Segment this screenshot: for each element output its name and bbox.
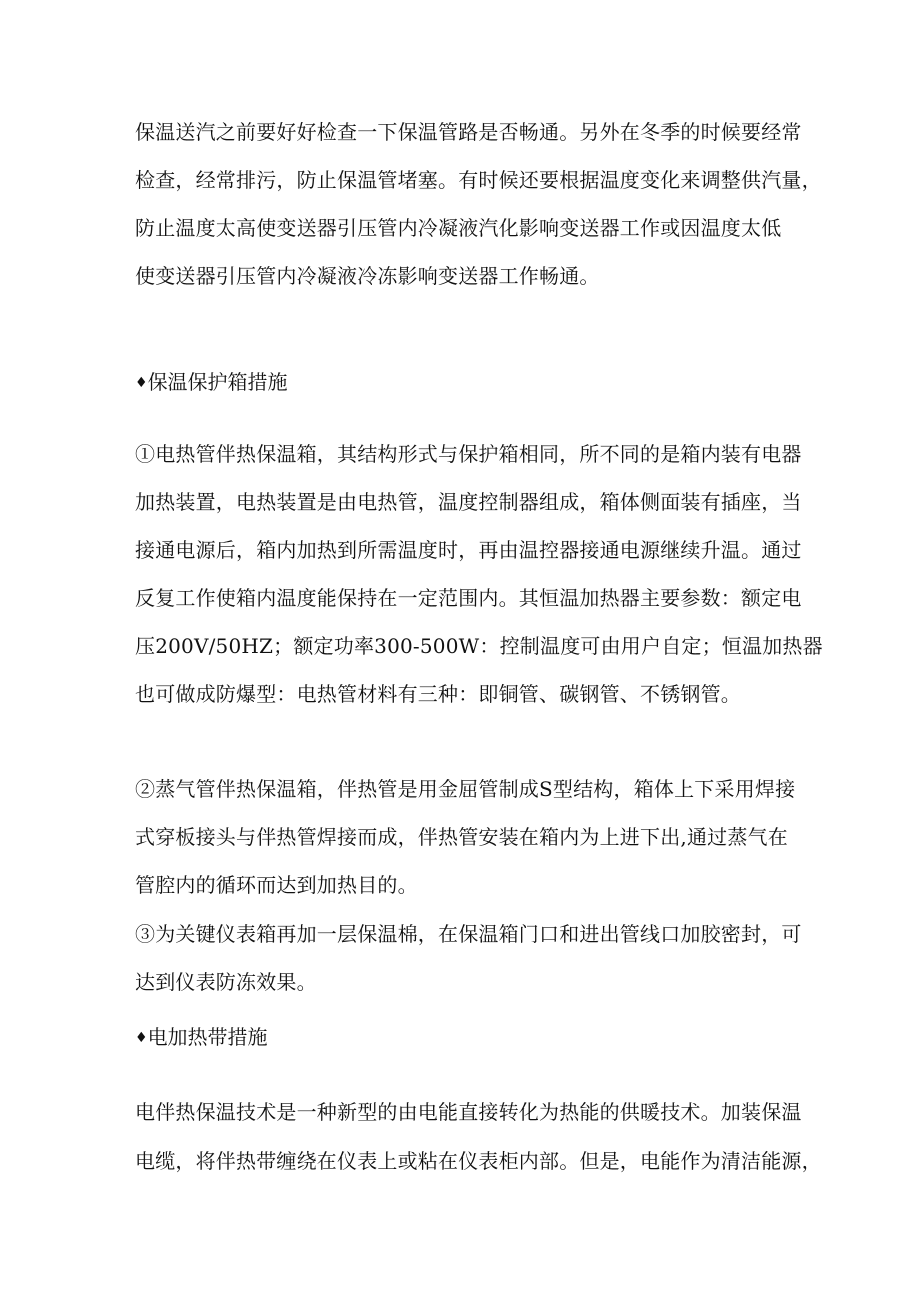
- item1-line-3: 接通电源后，箱内加热到所需温度时，再由温控器接通电源继续升温。通过: [135, 538, 802, 562]
- section-heading-insulation-box: [135, 368, 288, 397]
- item2-line-1: ②蒸气管伴热保温箱，伴热管是用金屈管制成S型结构，箱体上下采用焊接: [135, 777, 796, 801]
- item1-line-6: 也可做成防爆型：电热管材料有三种：即铜管、碳钢管、不锈钢管。: [135, 682, 741, 706]
- item3-line-1: ③为关键仪表箱再加一层保温棉，在保温箱门口和进出管线口加胶密封，可: [135, 922, 802, 946]
- item1-line-5: 压200V/50HZ；额定功率300-500W：控制温度可由用户自定；恒温加热器: [135, 634, 823, 658]
- item2-line-3: 管腔内的循环而达到加热目的。: [135, 873, 418, 897]
- item1-line-4: 反复工作使箱内温度能保持在一定范围内。其恒温加热器主要参数：额定电: [135, 586, 802, 610]
- section-heading-electric-heating: [135, 1023, 268, 1052]
- paragraph1-line-3: 防止温度太高使变送器引压管内冷凝液汽化影响变送器工作或因温度太低: [135, 216, 782, 240]
- diamond-bullet-icon: ♦: [135, 375, 148, 391]
- paragraph2-line-1: 电伴热保温技术是一种新型的由电能直接转化为热能的供暖技术。加装保温: [135, 1100, 802, 1124]
- item2-line-2: 式穿板接头与伴热管焊接而成，伴热管安装在箱内为上进下出,通过蒸气在: [135, 825, 788, 849]
- paragraph1-line-1: 保温送汽之前要好好检查一下保温管路是否畅通。另外在冬季的时候要经常: [135, 120, 802, 144]
- item3-line-2: 达到仪表防冻效果。: [135, 970, 317, 994]
- section-title: 保温保护箱措施: [147, 370, 288, 394]
- item1-line-1: ①电热管伴热保温箱，其结构形式与保护箱相同，所不同的是箱内装有电器: [135, 442, 802, 466]
- section-title: 电加热带措施: [147, 1025, 268, 1049]
- paragraph2-line-2: 电缆，将伴热带缠绕在仪表上或粘在仪表柜内部。但是，电能作为清洁能源，: [135, 1149, 822, 1173]
- item1-line-2: 加热装置，电热装置是由电热管，温度控制器组成，箱体侧面装有插座，当: [135, 490, 802, 514]
- diamond-bullet-icon: ♦: [135, 1030, 148, 1046]
- paragraph1-line-2: 检查，经常排污，防止保温管堵塞。有时候还要根据温度变化来调整供汽量，: [135, 168, 822, 192]
- paragraph1-line-4: 使变送器引压管内冷凝液冷冻影响变送器工作畅通。: [135, 264, 600, 288]
